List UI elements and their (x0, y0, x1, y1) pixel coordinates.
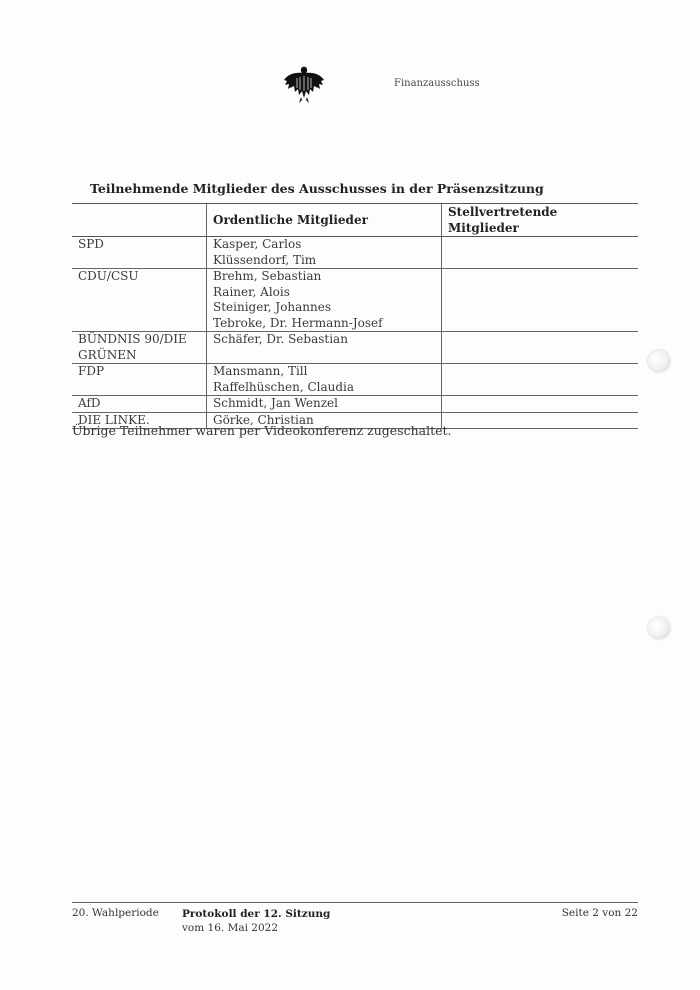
footer-protocol (182, 907, 330, 935)
members-cell: Mansmann, Till Raffelhüschen, Claudia (207, 364, 442, 396)
video-conference-note: Übrige Teilnehmer waren per Videokonferenz zugeschaltet. (72, 423, 452, 438)
deputies-cell (442, 396, 639, 413)
deputies-cell (442, 364, 639, 396)
header-party (72, 204, 207, 237)
party-cell: SPD (72, 237, 207, 269)
party-cell: CDU/CSU (72, 269, 207, 332)
header-regular-members: Ordentliche Mitglieder (207, 204, 442, 237)
members-table (72, 203, 638, 429)
footer-page-number: Seite 2 von 22 (561, 907, 638, 919)
table-row (72, 332, 638, 364)
footer-protocol-title: Protokoll der 12. Sitzung (182, 908, 331, 920)
committee-name: Finanzausschuss (394, 78, 480, 89)
section-title: Teilnehmende Mitglieder des Ausschusses in der Präsenzsitzung (90, 181, 544, 196)
deputies-cell (442, 237, 639, 269)
footer-period: 20. Wahlperiode (72, 907, 159, 919)
members-cell: Kasper, Carlos Klüssendorf, Tim (207, 237, 442, 269)
members-cell: Schäfer, Dr. Sebastian (207, 332, 442, 364)
members-cell: Görke, Christian (207, 412, 442, 429)
members-cell: Schmidt, Jan Wenzel (207, 396, 442, 413)
table-row (72, 364, 638, 396)
deputies-cell (442, 332, 639, 364)
party-cell: DIE LINKE. (72, 412, 207, 429)
party-cell: AfD (72, 396, 207, 413)
header-deputy-members: Stellvertretende Mitglieder (442, 204, 639, 237)
footer-divider (72, 902, 638, 903)
deputies-cell (442, 412, 639, 429)
table-row (72, 396, 638, 413)
deputies-cell (442, 269, 639, 332)
punch-hole (648, 350, 670, 372)
party-cell: FDP (72, 364, 207, 396)
punch-hole (648, 617, 670, 639)
table-row (72, 237, 638, 269)
footer-date: vom 16. Mai 2022 (182, 922, 279, 934)
party-cell: BÜNDNIS 90/DIE GRÜNEN (72, 332, 207, 364)
federal-eagle-icon (283, 64, 325, 104)
table-row (72, 269, 638, 332)
table-header-row (72, 204, 638, 237)
members-cell: Brehm, Sebastian Rainer, Alois Steiniger, Johannes Tebroke, Dr. Hermann-Josef (207, 269, 442, 332)
